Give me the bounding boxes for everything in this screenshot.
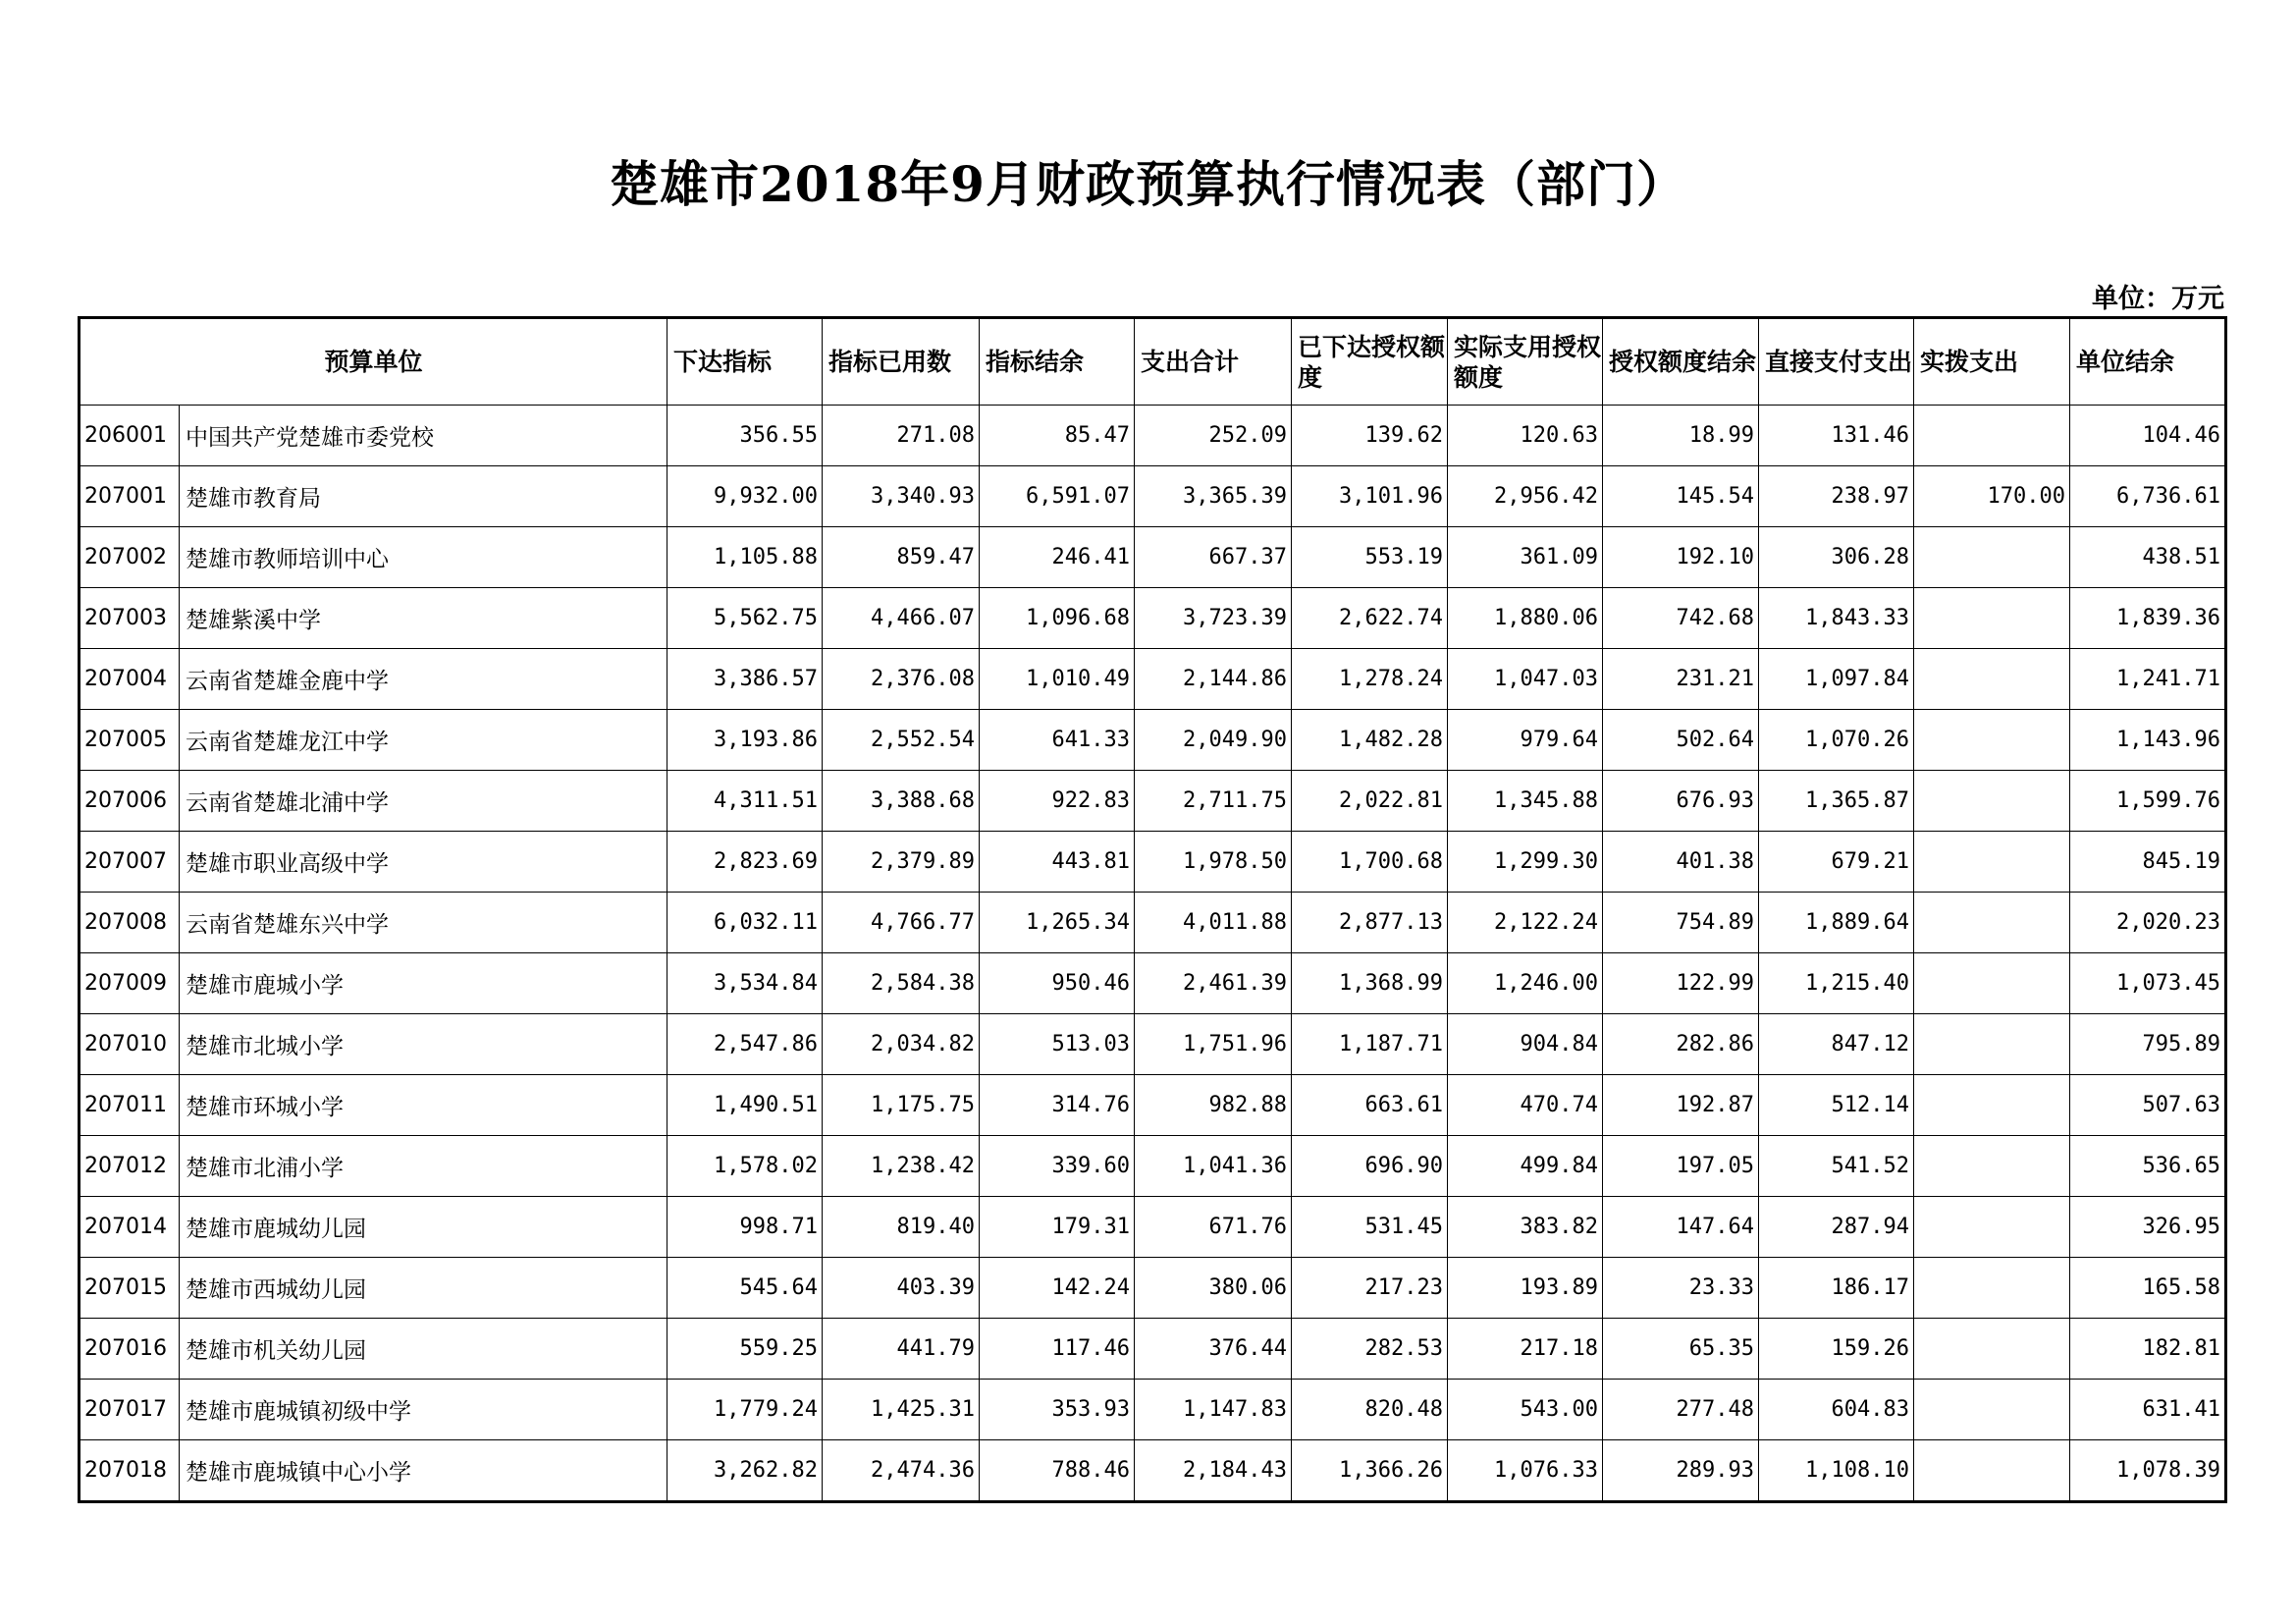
value-cell: 85.47	[980, 406, 1135, 466]
header-col: 直接支付支出	[1759, 318, 1914, 406]
value-cell	[1914, 527, 2070, 588]
value-cell: 512.14	[1759, 1075, 1914, 1136]
value-cell: 441.79	[823, 1319, 980, 1380]
value-cell: 922.83	[980, 771, 1135, 832]
value-cell: 507.63	[2070, 1075, 2226, 1136]
unit-code-cell: 207011	[80, 1075, 180, 1136]
value-cell: 2,184.43	[1135, 1440, 1292, 1502]
value-cell: 1,108.10	[1759, 1440, 1914, 1502]
value-cell: 979.64	[1448, 710, 1603, 771]
table-row	[80, 1258, 2226, 1319]
value-cell: 170.00	[1914, 466, 2070, 527]
value-cell	[1914, 406, 2070, 466]
table-row	[80, 953, 2226, 1014]
value-cell: 104.46	[2070, 406, 2226, 466]
value-cell: 122.99	[1603, 953, 1759, 1014]
value-cell: 502.64	[1603, 710, 1759, 771]
table-row	[80, 588, 2226, 649]
table-row	[80, 1014, 2226, 1075]
value-cell: 282.86	[1603, 1014, 1759, 1075]
table-row	[80, 649, 2226, 710]
value-cell: 289.93	[1603, 1440, 1759, 1502]
value-cell: 186.17	[1759, 1258, 1914, 1319]
value-cell: 380.06	[1135, 1258, 1292, 1319]
value-cell: 604.83	[1759, 1380, 1914, 1440]
unit-name-cell: 楚雄市西城幼儿园	[180, 1258, 667, 1319]
value-cell: 1,490.51	[667, 1075, 823, 1136]
header-col: 下达指标	[667, 318, 823, 406]
value-cell: 543.00	[1448, 1380, 1603, 1440]
header-col: 实际支用授权额度	[1448, 318, 1603, 406]
value-cell: 3,340.93	[823, 466, 980, 527]
value-cell: 1,010.49	[980, 649, 1135, 710]
unit-code-cell: 207002	[80, 527, 180, 588]
value-cell: 1,105.88	[667, 527, 823, 588]
value-cell: 1,096.68	[980, 588, 1135, 649]
unit-name-cell: 中国共产党楚雄市委党校	[180, 406, 667, 466]
value-cell: 2,122.24	[1448, 893, 1603, 953]
value-cell: 193.89	[1448, 1258, 1603, 1319]
unit-name-cell: 楚雄市鹿城幼儿园	[180, 1197, 667, 1258]
value-cell: 2,622.74	[1292, 588, 1448, 649]
value-cell: 641.33	[980, 710, 1135, 771]
value-cell: 1,482.28	[1292, 710, 1448, 771]
value-cell: 6,736.61	[2070, 466, 2226, 527]
value-cell: 120.63	[1448, 406, 1603, 466]
value-cell: 2,552.54	[823, 710, 980, 771]
table-row	[80, 832, 2226, 893]
value-cell: 1,880.06	[1448, 588, 1603, 649]
value-cell: 18.99	[1603, 406, 1759, 466]
unit-code-cell: 207008	[80, 893, 180, 953]
value-cell: 65.35	[1603, 1319, 1759, 1380]
value-cell: 2,711.75	[1135, 771, 1292, 832]
unit-code-cell: 207003	[80, 588, 180, 649]
value-cell	[1914, 710, 2070, 771]
value-cell: 271.08	[823, 406, 980, 466]
value-cell: 1,047.03	[1448, 649, 1603, 710]
value-cell	[1914, 1075, 2070, 1136]
value-cell: 2,376.08	[823, 649, 980, 710]
value-cell: 859.47	[823, 527, 980, 588]
table-row	[80, 406, 2226, 466]
value-cell: 3,534.84	[667, 953, 823, 1014]
table-row	[80, 1075, 2226, 1136]
value-cell: 238.97	[1759, 466, 1914, 527]
value-cell: 6,591.07	[980, 466, 1135, 527]
value-cell	[1914, 1440, 2070, 1502]
value-cell: 754.89	[1603, 893, 1759, 953]
unit-code-cell: 207005	[80, 710, 180, 771]
value-cell: 438.51	[2070, 527, 2226, 588]
value-cell: 4,011.88	[1135, 893, 1292, 953]
value-cell: 1,143.96	[2070, 710, 2226, 771]
value-cell: 2,956.42	[1448, 466, 1603, 527]
unit-label: 单位：万元	[2092, 284, 2224, 314]
unit-name-cell: 楚雄市教育局	[180, 466, 667, 527]
header-col: 指标已用数	[823, 318, 980, 406]
value-cell	[1914, 832, 2070, 893]
value-cell: 277.48	[1603, 1380, 1759, 1440]
value-cell: 998.71	[667, 1197, 823, 1258]
value-cell: 1,265.34	[980, 893, 1135, 953]
value-cell: 3,262.82	[667, 1440, 823, 1502]
value-cell: 217.18	[1448, 1319, 1603, 1380]
unit-code-cell: 207004	[80, 649, 180, 710]
value-cell: 1,779.24	[667, 1380, 823, 1440]
value-cell: 847.12	[1759, 1014, 1914, 1075]
value-cell	[1914, 771, 2070, 832]
value-cell: 1,578.02	[667, 1136, 823, 1197]
unit-code-cell: 206001	[80, 406, 180, 466]
value-cell: 1,246.00	[1448, 953, 1603, 1014]
value-cell: 1,278.24	[1292, 649, 1448, 710]
value-cell: 2,584.38	[823, 953, 980, 1014]
value-cell: 1,073.45	[2070, 953, 2226, 1014]
table-row	[80, 1440, 2226, 1502]
unit-code-cell: 207017	[80, 1380, 180, 1440]
value-cell: 3,365.39	[1135, 466, 1292, 527]
value-cell: 795.89	[2070, 1014, 2226, 1075]
value-cell: 179.31	[980, 1197, 1135, 1258]
value-cell	[1914, 953, 2070, 1014]
header-col: 支出合计	[1135, 318, 1292, 406]
value-cell: 541.52	[1759, 1136, 1914, 1197]
value-cell: 182.81	[2070, 1319, 2226, 1380]
value-cell: 663.61	[1292, 1075, 1448, 1136]
value-cell: 401.38	[1603, 832, 1759, 893]
value-cell: 165.58	[2070, 1258, 2226, 1319]
value-cell: 3,388.68	[823, 771, 980, 832]
table-row	[80, 771, 2226, 832]
value-cell: 553.19	[1292, 527, 1448, 588]
value-cell: 2,034.82	[823, 1014, 980, 1075]
value-cell: 531.45	[1292, 1197, 1448, 1258]
value-cell: 696.90	[1292, 1136, 1448, 1197]
value-cell	[1914, 893, 2070, 953]
value-cell: 2,877.13	[1292, 893, 1448, 953]
value-cell	[1914, 588, 2070, 649]
value-cell: 3,193.86	[667, 710, 823, 771]
value-cell: 1,097.84	[1759, 649, 1914, 710]
value-cell: 1,425.31	[823, 1380, 980, 1440]
unit-code-cell: 207009	[80, 953, 180, 1014]
unit-name-cell: 楚雄市机关幼儿园	[180, 1319, 667, 1380]
header-col: 已下达授权额度	[1292, 318, 1448, 406]
value-cell: 339.60	[980, 1136, 1135, 1197]
value-cell: 252.09	[1135, 406, 1292, 466]
value-cell: 231.21	[1603, 649, 1759, 710]
value-cell: 536.65	[2070, 1136, 2226, 1197]
value-cell: 5,562.75	[667, 588, 823, 649]
table-row	[80, 1380, 2226, 1440]
value-cell: 545.64	[667, 1258, 823, 1319]
unit-name-cell: 楚雄市鹿城镇初级中学	[180, 1380, 667, 1440]
value-cell: 192.87	[1603, 1075, 1759, 1136]
value-cell	[1914, 1258, 2070, 1319]
value-cell: 246.41	[980, 527, 1135, 588]
unit-name-cell: 楚雄市鹿城镇中心小学	[180, 1440, 667, 1502]
value-cell: 1,365.87	[1759, 771, 1914, 832]
value-cell: 1,368.99	[1292, 953, 1448, 1014]
value-cell: 147.64	[1603, 1197, 1759, 1258]
value-cell: 1,175.75	[823, 1075, 980, 1136]
value-cell: 2,379.89	[823, 832, 980, 893]
unit-code-cell: 207010	[80, 1014, 180, 1075]
value-cell: 559.25	[667, 1319, 823, 1380]
value-cell: 667.37	[1135, 527, 1292, 588]
unit-code-cell: 207016	[80, 1319, 180, 1380]
value-cell: 145.54	[1603, 466, 1759, 527]
value-cell: 356.55	[667, 406, 823, 466]
value-cell: 679.21	[1759, 832, 1914, 893]
value-cell: 1,078.39	[2070, 1440, 2226, 1502]
header-col: 授权额度结余	[1603, 318, 1759, 406]
value-cell: 2,823.69	[667, 832, 823, 893]
unit-name-cell: 云南省楚雄金鹿中学	[180, 649, 667, 710]
unit-code-cell: 207007	[80, 832, 180, 893]
unit-name-cell: 楚雄市北浦小学	[180, 1136, 667, 1197]
value-cell: 470.74	[1448, 1075, 1603, 1136]
value-cell: 1,366.26	[1292, 1440, 1448, 1502]
value-cell: 306.28	[1759, 527, 1914, 588]
header-row	[80, 318, 2226, 406]
page-title: 楚雄市2018年9月财政预算执行情况表（部门）	[610, 155, 1686, 213]
value-cell: 513.03	[980, 1014, 1135, 1075]
value-cell: 361.09	[1448, 527, 1603, 588]
value-cell: 142.24	[980, 1258, 1135, 1319]
value-cell: 1,889.64	[1759, 893, 1914, 953]
value-cell: 845.19	[2070, 832, 2226, 893]
value-cell: 139.62	[1292, 406, 1448, 466]
value-cell: 1,070.26	[1759, 710, 1914, 771]
value-cell	[1914, 1014, 2070, 1075]
value-cell: 1,041.36	[1135, 1136, 1292, 1197]
value-cell: 2,020.23	[2070, 893, 2226, 953]
value-cell: 287.94	[1759, 1197, 1914, 1258]
value-cell: 1,187.71	[1292, 1014, 1448, 1075]
value-cell: 1,599.76	[2070, 771, 2226, 832]
value-cell: 676.93	[1603, 771, 1759, 832]
value-cell: 376.44	[1135, 1319, 1292, 1380]
value-cell: 819.40	[823, 1197, 980, 1258]
value-cell: 23.33	[1603, 1258, 1759, 1319]
value-cell: 314.76	[980, 1075, 1135, 1136]
value-cell: 443.81	[980, 832, 1135, 893]
table-row	[80, 1197, 2226, 1258]
value-cell: 1,241.71	[2070, 649, 2226, 710]
value-cell	[1914, 1380, 2070, 1440]
header-col: 指标结余	[980, 318, 1135, 406]
unit-name-cell: 楚雄市北城小学	[180, 1014, 667, 1075]
unit-code-cell: 207012	[80, 1136, 180, 1197]
table-row	[80, 1319, 2226, 1380]
header-col: 实拨支出	[1914, 318, 2070, 406]
value-cell: 499.84	[1448, 1136, 1603, 1197]
value-cell: 192.10	[1603, 527, 1759, 588]
table-row	[80, 527, 2226, 588]
unit-name-cell: 楚雄市职业高级中学	[180, 832, 667, 893]
value-cell	[1914, 1319, 2070, 1380]
value-cell: 982.88	[1135, 1075, 1292, 1136]
unit-code-cell: 207018	[80, 1440, 180, 1502]
value-cell: 1,345.88	[1448, 771, 1603, 832]
value-cell: 2,461.39	[1135, 953, 1292, 1014]
value-cell: 950.46	[980, 953, 1135, 1014]
value-cell: 1,238.42	[823, 1136, 980, 1197]
value-cell: 1,076.33	[1448, 1440, 1603, 1502]
value-cell: 1,700.68	[1292, 832, 1448, 893]
table-row	[80, 1136, 2226, 1197]
unit-name-cell: 楚雄市环城小学	[180, 1075, 667, 1136]
header-col: 单位结余	[2070, 318, 2226, 406]
unit-name-cell: 楚雄市鹿城小学	[180, 953, 667, 1014]
value-cell: 742.68	[1603, 588, 1759, 649]
value-cell: 131.46	[1759, 406, 1914, 466]
unit-name-cell: 云南省楚雄北浦中学	[180, 771, 667, 832]
value-cell: 1,215.40	[1759, 953, 1914, 1014]
value-cell: 159.26	[1759, 1319, 1914, 1380]
value-cell: 3,723.39	[1135, 588, 1292, 649]
value-cell: 1,843.33	[1759, 588, 1914, 649]
value-cell: 904.84	[1448, 1014, 1603, 1075]
value-cell: 2,049.90	[1135, 710, 1292, 771]
table-row	[80, 893, 2226, 953]
value-cell: 2,144.86	[1135, 649, 1292, 710]
value-cell: 1,299.30	[1448, 832, 1603, 893]
value-cell: 788.46	[980, 1440, 1135, 1502]
value-cell: 326.95	[2070, 1197, 2226, 1258]
value-cell: 1,839.36	[2070, 588, 2226, 649]
value-cell: 6,032.11	[667, 893, 823, 953]
value-cell: 671.76	[1135, 1197, 1292, 1258]
value-cell	[1914, 1136, 2070, 1197]
unit-name-cell: 楚雄市教师培训中心	[180, 527, 667, 588]
value-cell: 2,547.86	[667, 1014, 823, 1075]
value-cell: 4,311.51	[667, 771, 823, 832]
unit-code-cell: 207015	[80, 1258, 180, 1319]
value-cell: 4,466.07	[823, 588, 980, 649]
value-cell: 217.23	[1292, 1258, 1448, 1319]
value-cell: 383.82	[1448, 1197, 1603, 1258]
value-cell: 3,386.57	[667, 649, 823, 710]
table-row	[80, 466, 2226, 527]
value-cell: 1,978.50	[1135, 832, 1292, 893]
unit-name-cell: 云南省楚雄龙江中学	[180, 710, 667, 771]
value-cell: 820.48	[1292, 1380, 1448, 1440]
value-cell: 1,751.96	[1135, 1014, 1292, 1075]
value-cell: 2,474.36	[823, 1440, 980, 1502]
value-cell: 4,766.77	[823, 893, 980, 953]
value-cell: 9,932.00	[667, 466, 823, 527]
unit-code-cell: 207014	[80, 1197, 180, 1258]
unit-code-cell: 207001	[80, 466, 180, 527]
value-cell: 282.53	[1292, 1319, 1448, 1380]
unit-name-cell: 楚雄紫溪中学	[180, 588, 667, 649]
value-cell: 3,101.96	[1292, 466, 1448, 527]
value-cell: 403.39	[823, 1258, 980, 1319]
table-row	[80, 710, 2226, 771]
value-cell: 353.93	[980, 1380, 1135, 1440]
value-cell: 197.05	[1603, 1136, 1759, 1197]
value-cell: 117.46	[980, 1319, 1135, 1380]
value-cell: 2,022.81	[1292, 771, 1448, 832]
value-cell: 1,147.83	[1135, 1380, 1292, 1440]
value-cell: 631.41	[2070, 1380, 2226, 1440]
unit-name-cell: 云南省楚雄东兴中学	[180, 893, 667, 953]
budget-table	[78, 316, 2227, 1503]
unit-code-cell: 207006	[80, 771, 180, 832]
header-budget-unit: 预算单位	[80, 318, 667, 406]
value-cell	[1914, 649, 2070, 710]
value-cell	[1914, 1197, 2070, 1258]
